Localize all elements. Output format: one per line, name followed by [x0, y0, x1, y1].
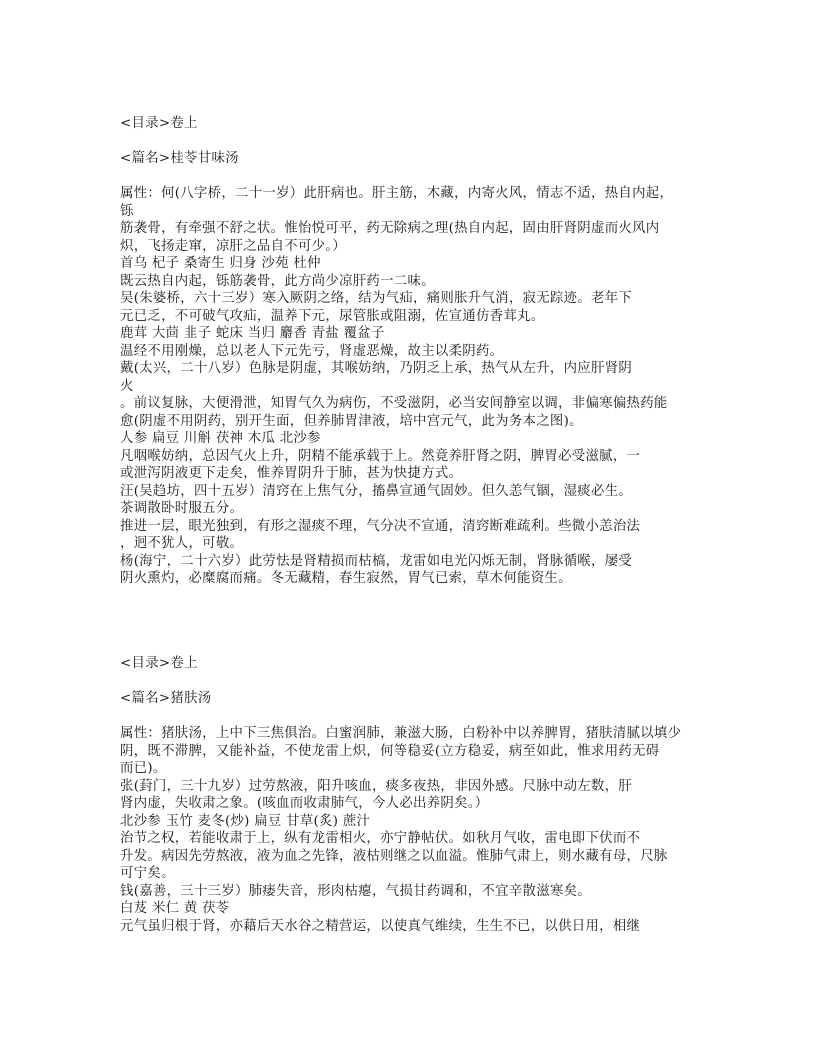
text-line: 而已)。: [120, 761, 167, 776]
text-line: 凡咽喉妨纳，总因气火上升，阴精不能承载于上。然竟养肝肾之阴，脾胃必受滋腻，一: [120, 448, 641, 464]
text-line: 温经不用刚燥，总以老人下元先亏，肾虚恶燥，故主以柔阴药。: [120, 343, 504, 359]
herb-list: 北沙参 玉竹 麦冬(炒) 扁豆 甘草(炙) 蔗汁: [120, 813, 371, 829]
text-line: 吴(朱婆桥，六十三岁）寒入厥阴之络，结为气疝，痛则胀升气消，寂无踪迹。老年下: [120, 291, 633, 306]
catalog-heading: <目录>卷上: [120, 116, 198, 131]
text-line: 升发。病因先劳熬液，液为血之先锋，液枯则继之以血溢。惟肺气肃上，则水藏有母，尺脉: [120, 848, 668, 864]
text-line: 阴火熏灼，必糜腐而痛。冬无藏精，春生寂然，胃气已索，草木何能资生。: [120, 571, 572, 586]
text-line: 属性：何(八字桥，二十一岁）此肝病也。肝主筋，木藏，内寄火风，情志不适，热自内起，: [120, 186, 674, 201]
text-line: 元已乏，不可破气攻疝，温养下元，尿管胀或阻溺，佐宣通仿香茸丸。: [120, 308, 545, 324]
text-line: 元气虽归根于肾，亦藉后天水谷之精营运，以使真气维续，生生不已，以供日用，相继: [120, 918, 641, 934]
text-line: 戴(太兴，二十八岁）色脉是阴虚，其喉妨纳，乃阴乏上承，热气从左升，内应肝肾阴: [120, 361, 633, 376]
text-line: 或泄泻阴液更下走矣，惟养胃阴升于肺，甚为快捷方式。: [120, 466, 463, 481]
text-line: 愈(阴虚不用阴药，别开生面，但养肺胃津液，培中宫元气，此为务本之图)。: [120, 413, 583, 429]
text-line: 推进一层，眼光独到，有形之湿痰不理，气分决不宣通，清窍断难疏利。些微小恙治法: [120, 518, 641, 534]
chapter-title: <篇名>桂苓甘味汤: [120, 151, 239, 166]
herb-list: 鹿茸 大茴 韭子 蛇床 当归 麝香 青盐 覆盆子: [120, 326, 385, 341]
catalog-heading: <目录>卷上: [120, 656, 198, 671]
text-line: 汪(吴趋坊，四十五岁）清窍在上焦气分，搐鼻宣通气固妙。但久恙气锢，湿痰必生。: [120, 483, 633, 499]
herb-list: 首乌 杞子 桑寄生 归身 沙苑 杜仲: [120, 256, 321, 271]
text-line: 可宁矣。: [120, 866, 175, 881]
text-line: 治节之权，若能收肃于上，纵有龙雷相火，亦宁静帖伏。如秋月气收，雷电即下伏而不: [120, 831, 641, 846]
text-line: 既云热自内起，铄筋袭骨，此方尚少凉肝药一二味。: [120, 273, 435, 289]
chapter-title: <篇名>猪肤汤: [120, 691, 212, 706]
text-line: 阴，既不滞脾，又能补益，不使龙雷上炽，何等稳妥(立方稳妥，病至如此，惟求用药无碍: [120, 743, 660, 759]
text-line: 张(葑门，三十九岁）过劳熬液，阳升咳血，痰多夜热，非因外感。尺脉中动左数，肝: [120, 778, 633, 794]
text-line: 筋袭骨，有牵强不舒之状。惟怡悦可平，药无除病之理(热自内起，固由肝肾阴虚而火风内: [120, 221, 660, 236]
text-line: 肾内虚，失收肃之象。(咳血而收肃肺气，今人必出养阴矣。）: [120, 796, 489, 811]
text-line: 铄: [120, 203, 134, 219]
text-line: 茶调散卧时服五分。: [120, 501, 244, 516]
text-line: 钱(嘉善，三十三岁）肺痿失音，形肉枯瘪，气损甘药调和，不宜辛散滋寒矣。: [120, 883, 592, 899]
text-line: 杨(海宁，二十六岁）此劳怯是肾精损而枯槁，龙雷如电光闪烁无制，肾脉循喉，屡受: [120, 553, 633, 569]
text-line: 。前议复脉，大便滑泄，知胃气久为病伤，不受滋阴，必当安间静室以调，非偏寒偏热药能: [120, 396, 668, 411]
text-line: 炽，飞扬走窜，凉肝之品自不可少。）: [120, 238, 347, 254]
text-line: 属性：猪肤汤，上中下三焦俱治。白蜜润肺，兼滋大肠，白粉补中以养脾胃，猪肤清腻以填少: [120, 726, 682, 741]
text-line: 火: [120, 378, 134, 394]
herb-list: 人参 扁豆 川斛 茯神 木瓜 北沙参: [120, 431, 321, 446]
text-line: ，迥不犹人，可敬。: [120, 536, 244, 551]
herb-list: 白芨 米仁 黄 茯苓: [120, 901, 230, 916]
